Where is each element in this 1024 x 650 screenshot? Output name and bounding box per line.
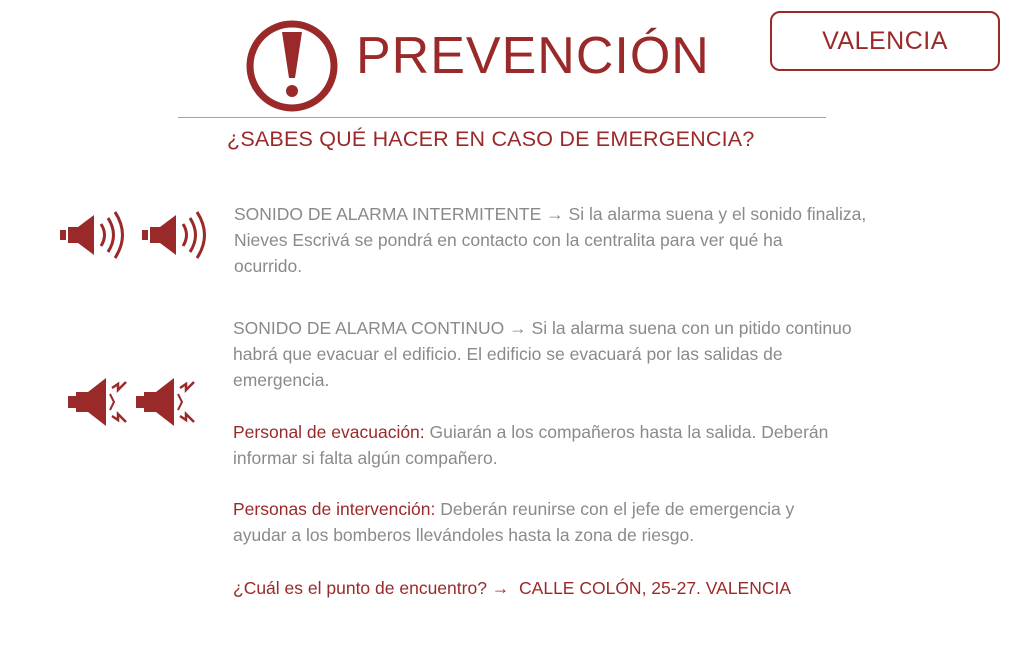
continuous-text-line3: emergencia. bbox=[233, 370, 330, 390]
continuous-text-line1: Si la alarma suena con un pitido continuo bbox=[531, 318, 852, 338]
speaker-waves-icon bbox=[58, 210, 130, 262]
exclamation-circle-icon bbox=[244, 18, 340, 114]
speaker-alarm-icon bbox=[134, 374, 202, 430]
evacuation-text-line1: Guiarán a los compañeros hasta la salida. Deberán bbox=[429, 422, 829, 442]
evacuation-text-line2: informar si falta algún compañero. bbox=[233, 448, 498, 468]
arrow-icon: → bbox=[546, 204, 564, 224]
arrow-icon: → bbox=[491, 578, 510, 598]
meeting-point-address: CALLE COLÓN, 25-27. VALENCIA bbox=[519, 578, 792, 598]
intervention-section bbox=[233, 496, 794, 548]
intermittent-text-line3: ocurrido. bbox=[234, 256, 303, 276]
intervention-label: Personas de intervención: bbox=[233, 499, 436, 519]
intermittent-text-line1: Si la alarma suena y el sonido finaliza, bbox=[568, 204, 867, 224]
speaker-waves-icon bbox=[140, 210, 212, 262]
intermittent-alarm-section bbox=[234, 201, 866, 279]
speaker-alarm-icon bbox=[66, 374, 134, 430]
location-badge-label: VALENCIA bbox=[822, 26, 948, 55]
continuous-alarm-section bbox=[233, 315, 852, 393]
meeting-point-section bbox=[233, 575, 791, 601]
intervention-text-line1: Deberán reunirse con el jefe de emergencia y bbox=[440, 499, 795, 519]
arrow-icon: → bbox=[509, 318, 527, 338]
evacuation-section bbox=[233, 419, 828, 471]
intervention-text-line2: ayudar a los bomberos llevándoles hasta la zona de riesgo. bbox=[233, 525, 695, 545]
intermittent-heading: SONIDO DE ALARMA INTERMITENTE bbox=[234, 204, 542, 224]
intermittent-text-line2: Nieves Escrivá se pondrá en contacto con la centralita para ver qué ha bbox=[234, 230, 783, 250]
evacuation-label: Personal de evacuación: bbox=[233, 422, 425, 442]
page-title: PREVENCIÓN bbox=[356, 27, 710, 85]
title-divider bbox=[178, 117, 826, 118]
meeting-point-question: ¿Cuál es el punto de encuentro? bbox=[233, 578, 487, 598]
continuous-text-line2: habrá que evacuar el edificio. El edificio se evacuará por las salidas de bbox=[233, 344, 783, 364]
page-subtitle: ¿SABES QUÉ HACER EN CASO DE EMERGENCIA? bbox=[227, 127, 755, 151]
continuous-heading: SONIDO DE ALARMA CONTINUO bbox=[233, 318, 505, 338]
location-badge bbox=[770, 11, 1000, 71]
